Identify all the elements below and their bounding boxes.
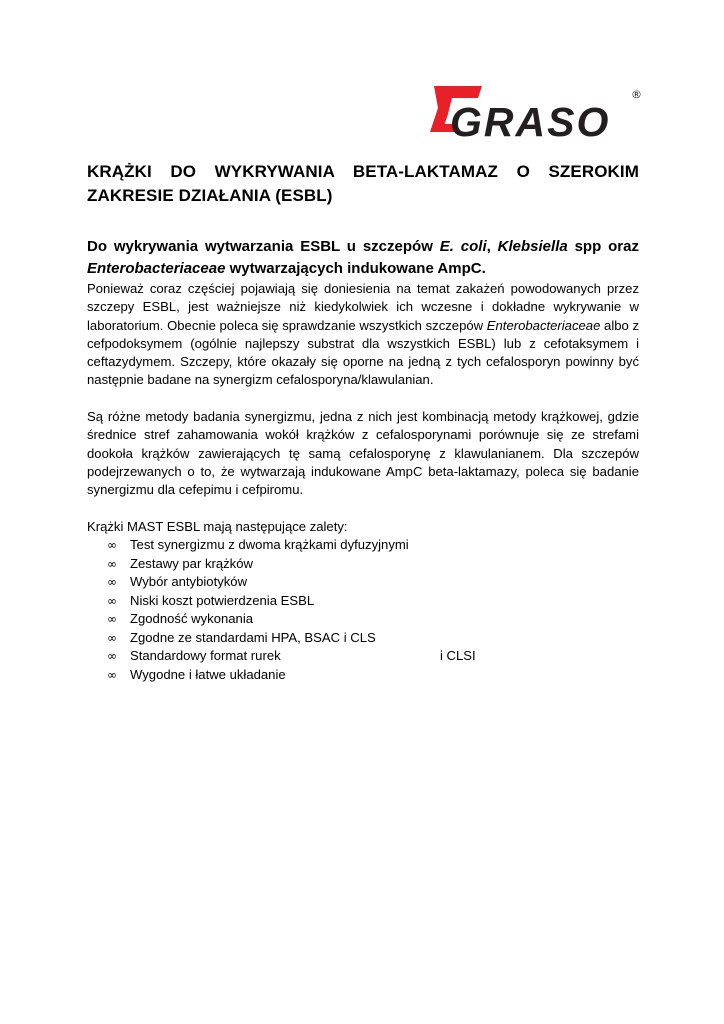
list-item — [87, 629, 639, 648]
list-item-extra: i CLSI — [440, 648, 476, 664]
paragraph-species: Enterobacteriaceae — [486, 317, 601, 333]
features-list — [87, 536, 639, 684]
list-item — [87, 610, 639, 629]
subtitle-text: wytwarzających indukowane AmpC. — [225, 260, 486, 277]
graso-logo — [428, 84, 646, 142]
infinity-bullet-icon: ∞ — [107, 575, 117, 590]
infinity-bullet-icon: ∞ — [107, 667, 117, 682]
list-item-text: Wybór antybiotyków — [130, 574, 248, 590]
paragraph-text: albo z cefpodoksymem (ogólnie najlepszy substrat dla wszystkich ESBL) lub z cefotaksymem i ceftazydymem. Szczepy, które okazały się oporne na jedną z tych cefalosporyn powinny być następnie badane na synergizm cefalosporyna/klawulanian. — [87, 317, 640, 388]
list-item — [87, 555, 639, 574]
document-body — [87, 160, 639, 684]
infinity-bullet-icon: ∞ — [107, 649, 117, 664]
list-item — [87, 592, 639, 611]
graso-logo-graphic — [428, 84, 646, 142]
list-item-text: Test synergizmu z dwoma krążkami dyfuzyjnymi — [130, 537, 409, 553]
infinity-bullet-icon: ∞ — [107, 630, 117, 645]
logo-text: GRASO — [450, 99, 611, 142]
list-item-text: Standardowy format rurek — [130, 648, 281, 664]
list-item-text: Niski koszt potwierdzenia ESBL — [130, 592, 315, 608]
subtitle-species: Klebsiella — [497, 238, 568, 255]
paragraph-methods: Są różne metody badania synergizmu, jedna z nich jest kombinacją metody krążkowej, gdzie średnice stref zahamowania wokół krążków z cefalosporynami porównuje się ze strefami dookoła krążków zawierających tę samą cefalosporynę z klawulanianem. Dla szczepów podejrzewanych o to, że wytwarzają indukowane AmpC beta-laktamazy, poleca się badanie synergizmu dla cefepimu i cefpiromu. — [87, 409, 639, 498]
paragraph-text: Ponieważ coraz częściej pojawiają się doniesienia na temat zakażeń powodowanych przez szczepy ESBL, jest ważniejsze niż kiedykolwiek ich wczesne i dokładne wykrywanie w laboratorium. Obecnie poleca się sprawdzanie wszystkich szczepów — [87, 281, 639, 333]
infinity-bullet-icon: ∞ — [107, 556, 117, 571]
registered-mark: ® — [631, 88, 642, 101]
subtitle-text: Do wykrywania wytwarzania ESBL u szczepów — [87, 238, 440, 255]
list-item-text: Wygodne i łatwe układanie — [130, 666, 286, 682]
infinity-bullet-icon: ∞ — [107, 538, 117, 553]
list-item-text: Zgodne ze standardami HPA, BSAC i CLS — [130, 629, 376, 645]
list-item — [87, 536, 639, 555]
infinity-bullet-icon: ∞ — [107, 593, 117, 608]
features-intro: Krążki MAST ESBL mają następujące zalety: — [87, 518, 348, 534]
subtitle-species: E. coli — [439, 238, 487, 255]
paragraph-intro — [87, 280, 639, 390]
subtitle-species: Enterobacteriaceae — [87, 260, 226, 277]
list-item-text: Zgodność wykonania — [130, 611, 254, 627]
subtitle — [87, 236, 639, 280]
list-item — [87, 666, 639, 685]
subtitle-text: , — [486, 238, 498, 255]
list-item-text: Zestawy par krążków — [130, 555, 253, 571]
list-item — [87, 647, 639, 666]
list-item — [87, 573, 639, 592]
page-title: KRĄŻKI DO WYKRYWANIA BETA-LAKTAMAZ O SZEROKIM ZAKRESIE DZIAŁANIA (ESBL) — [87, 162, 639, 205]
subtitle-text: spp oraz — [567, 238, 639, 255]
infinity-bullet-icon: ∞ — [107, 612, 117, 627]
